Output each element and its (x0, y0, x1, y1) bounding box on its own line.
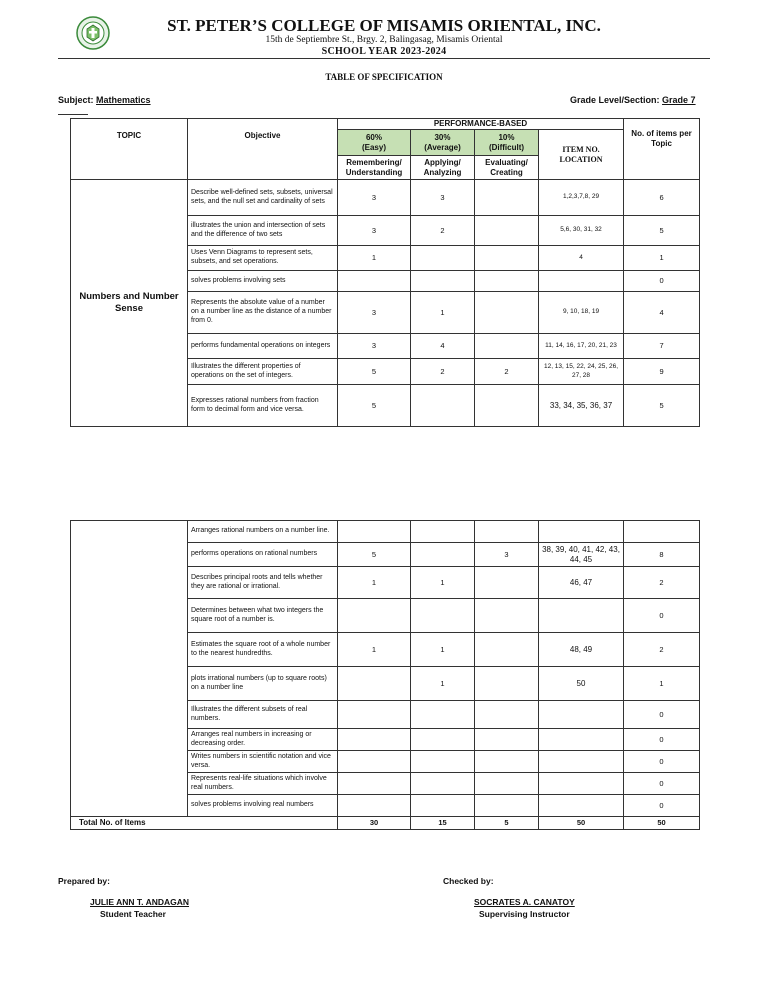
prepared-by-label: Prepared by: (58, 876, 110, 886)
items-count-cell: 0 (624, 701, 700, 729)
average-count-cell (411, 246, 475, 271)
average-count-cell: 1 (411, 292, 475, 334)
subject-label: Subject: (58, 95, 94, 105)
item-location-cell: 4 (539, 246, 624, 271)
difficult-count-cell (475, 773, 539, 795)
average-count-cell: 2 (411, 216, 475, 246)
average-count-cell (411, 751, 475, 773)
average-count-cell: 3 (411, 180, 475, 216)
item-location-cell (539, 773, 624, 795)
topic-header: TOPIC (71, 119, 188, 180)
easy-count-cell (338, 773, 411, 795)
easy-count-cell: 5 (338, 543, 411, 567)
total-average: 15 (411, 817, 475, 830)
objective-cell: Writes numbers in scientific notation and vice versa. (188, 751, 338, 773)
objective-cell: Arranges rational numbers on a number line. (188, 521, 338, 543)
easy-count-cell: 3 (338, 292, 411, 334)
average-count-cell: 1 (411, 567, 475, 599)
total-count: 50 (624, 817, 700, 830)
difficult-count-cell (475, 729, 539, 751)
average-count-cell (411, 271, 475, 292)
average-count-cell (411, 701, 475, 729)
items-count-cell: 5 (624, 385, 700, 427)
easy-count-cell: 5 (338, 359, 411, 385)
item-location-cell: 48, 49 (539, 633, 624, 667)
items-count-cell: 1 (624, 667, 700, 701)
objective-cell: solves problems involving sets (188, 271, 338, 292)
difficult-count-cell (475, 246, 539, 271)
item-location-cell (539, 751, 624, 773)
difficult-count-cell: 2 (475, 359, 539, 385)
objective-cell: Describe well-defined sets, subsets, universal sets, and the null set and cardinality of sets (188, 180, 338, 216)
average-count-cell (411, 729, 475, 751)
item-location-cell: 33, 34, 35, 36, 37 (539, 385, 624, 427)
easy-count-cell: 3 (338, 180, 411, 216)
difficult-count-cell (475, 667, 539, 701)
items-count-cell: 2 (624, 633, 700, 667)
item-location-cell (539, 729, 624, 751)
objective-cell: Describes principal roots and tells whether they are rational or irrational. (188, 567, 338, 599)
grade-line (570, 95, 696, 105)
items-count-cell: 2 (624, 567, 700, 599)
easy-pct: 60% (365, 132, 382, 142)
average-count-cell (411, 795, 475, 817)
objective-cell: Illustrates the different properties of operations on the set of integers. (188, 359, 338, 385)
items-count-cell: 0 (624, 795, 700, 817)
objective-cell: solves problems involving real numbers (188, 795, 338, 817)
checked-by-name: SOCRATES A. CANATOY (474, 897, 575, 907)
objective-cell: illustrates the union and intersection of sets and the difference of two sets (188, 216, 338, 246)
school-year: SCHOOL YEAR 2023-2024 (321, 46, 447, 57)
easy-count-cell: 3 (338, 216, 411, 246)
item-location-cell: 5,6, 30, 31, 32 (539, 216, 624, 246)
items-count-cell: 1 (624, 246, 700, 271)
item-location-cell (539, 599, 624, 633)
average-count-cell: 1 (411, 633, 475, 667)
items-count-cell: 8 (624, 543, 700, 567)
average-count-cell: 1 (411, 667, 475, 701)
difficult-count-cell (475, 567, 539, 599)
item-location-cell (539, 701, 624, 729)
subject-value: Mathematics (96, 95, 151, 105)
items-count-cell (624, 521, 700, 543)
checked-by-label: Checked by: (443, 876, 494, 886)
topic-cell (71, 521, 188, 817)
average-count-cell: 4 (411, 334, 475, 359)
performance-header: PERFORMANCE-BASED (338, 119, 624, 130)
items-count-cell: 7 (624, 334, 700, 359)
difficult-label: (Difficult) (488, 142, 525, 152)
objective-cell: Estimates the square root of a whole number to the nearest hundredths. (188, 633, 338, 667)
easy-count-cell (338, 795, 411, 817)
difficult-count-cell (475, 521, 539, 543)
easy-skill: Remembering/ Understanding (338, 156, 411, 180)
difficult-count-cell (475, 599, 539, 633)
difficult-count-cell (475, 751, 539, 773)
grade-label: Grade Level/Section: (570, 95, 660, 105)
difficult-count-cell (475, 292, 539, 334)
checked-by-title: Supervising Instructor (479, 909, 570, 919)
total-difficult: 5 (475, 817, 539, 830)
table-row (71, 521, 700, 543)
easy-count-cell (338, 751, 411, 773)
difficult-pct: 10% (498, 132, 515, 142)
difficult-count-cell (475, 701, 539, 729)
difficult-count-cell (475, 334, 539, 359)
items-count-cell: 6 (624, 180, 700, 216)
subject-line (58, 95, 151, 105)
objective-cell: Uses Venn Diagrams to represent sets, subsets, and set operations. (188, 246, 338, 271)
easy-header (338, 130, 411, 156)
item-location-cell: 50 (539, 667, 624, 701)
objective-cell: Expresses rational numbers from fraction form to decimal form and vice versa. (188, 385, 338, 427)
prepared-by-title: Student Teacher (100, 909, 166, 919)
easy-count-cell: 5 (338, 385, 411, 427)
item-location-cell: 46, 47 (539, 567, 624, 599)
objective-cell: performs fundamental operations on integers (188, 334, 338, 359)
objective-cell: performs operations on rational numbers (188, 543, 338, 567)
easy-count-cell (338, 729, 411, 751)
objective-cell: Arranges real numbers in increasing or decreasing order. (188, 729, 338, 751)
items-count-cell: 0 (624, 751, 700, 773)
item-location-cell: 9, 10, 18, 19 (539, 292, 624, 334)
average-skill: Applying/ Analyzing (411, 156, 475, 180)
objective-cell: plots irrational numbers (up to square roots) on a number line (188, 667, 338, 701)
average-count-cell (411, 385, 475, 427)
easy-count-cell (338, 667, 411, 701)
total-location: 50 (539, 817, 624, 830)
document-title: TABLE OF SPECIFICATION (325, 72, 443, 82)
objective-cell: Illustrates the different subsets of real numbers. (188, 701, 338, 729)
difficult-count-cell (475, 385, 539, 427)
items-count-cell: 0 (624, 271, 700, 292)
items-count-cell: 5 (624, 216, 700, 246)
totals-label: Total No. of Items (71, 817, 338, 830)
average-count-cell (411, 773, 475, 795)
difficult-skill: Evaluating/ Creating (475, 156, 539, 180)
item-location-cell: 1,2,3,7,8, 29 (539, 180, 624, 216)
easy-count-cell: 3 (338, 334, 411, 359)
objective-cell: Represents the absolute value of a number on a number line as the distance of a number from 0. (188, 292, 338, 334)
prepared-by-name: JULIE ANN T. ANDAGAN (90, 897, 190, 907)
easy-count-cell (338, 701, 411, 729)
items-per-topic-header: No. of items per Topic (624, 119, 700, 180)
average-header (411, 130, 475, 156)
grade-value: Grade 7 (662, 95, 696, 105)
item-location-cell: 12, 13, 15, 22, 24, 25, 26, 27, 28 (539, 359, 624, 385)
easy-label: (Easy) (361, 142, 386, 152)
easy-count-cell (338, 271, 411, 292)
items-count-cell: 4 (624, 292, 700, 334)
item-location-cell (539, 271, 624, 292)
totals-row (71, 817, 700, 830)
average-pct: 30% (434, 132, 451, 142)
tos-table-part2 (70, 520, 700, 830)
average-count-cell (411, 599, 475, 633)
easy-count-cell (338, 599, 411, 633)
objective-cell: Represents real-life situations which involve real numbers. (188, 773, 338, 795)
difficult-count-cell (475, 795, 539, 817)
difficult-count-cell (475, 633, 539, 667)
table-row (71, 180, 700, 216)
difficult-count-cell (475, 216, 539, 246)
difficult-header (475, 130, 539, 156)
difficult-count-cell (475, 271, 539, 292)
items-count-cell: 0 (624, 729, 700, 751)
item-location-cell (539, 521, 624, 543)
easy-count-cell: 1 (338, 246, 411, 271)
items-count-cell: 0 (624, 599, 700, 633)
item-location-header: ITEM NO. LOCATION (539, 130, 624, 180)
easy-count-cell: 1 (338, 633, 411, 667)
average-label: (Average) (424, 142, 461, 152)
item-location-cell (539, 795, 624, 817)
difficult-count-cell (475, 180, 539, 216)
tos-table-part1 (70, 118, 700, 427)
header-divider (58, 58, 710, 59)
difficult-count-cell: 3 (475, 543, 539, 567)
items-count-cell: 0 (624, 773, 700, 795)
topic-cell: Numbers and Number Sense (71, 180, 188, 427)
subject-underline (58, 114, 88, 115)
easy-count-cell: 1 (338, 567, 411, 599)
average-count-cell: 2 (411, 359, 475, 385)
items-count-cell: 9 (624, 359, 700, 385)
objective-cell: Determines between what two integers the square root of a number is. (188, 599, 338, 633)
objective-header: Objective (188, 119, 338, 180)
average-count-cell (411, 521, 475, 543)
college-address: 15th de Septiembre St., Brgy. 2, Balingasag, Misamis Oriental (265, 35, 503, 45)
item-location-cell: 38, 39, 40, 41, 42, 43, 44, 45 (539, 543, 624, 567)
college-name: ST. PETER’S COLLEGE OF MISAMIS ORIENTAL, INC. (167, 16, 601, 35)
easy-count-cell (338, 521, 411, 543)
total-easy: 30 (338, 817, 411, 830)
item-location-cell: 11, 14, 16, 17, 20, 21, 23 (539, 334, 624, 359)
average-count-cell (411, 543, 475, 567)
